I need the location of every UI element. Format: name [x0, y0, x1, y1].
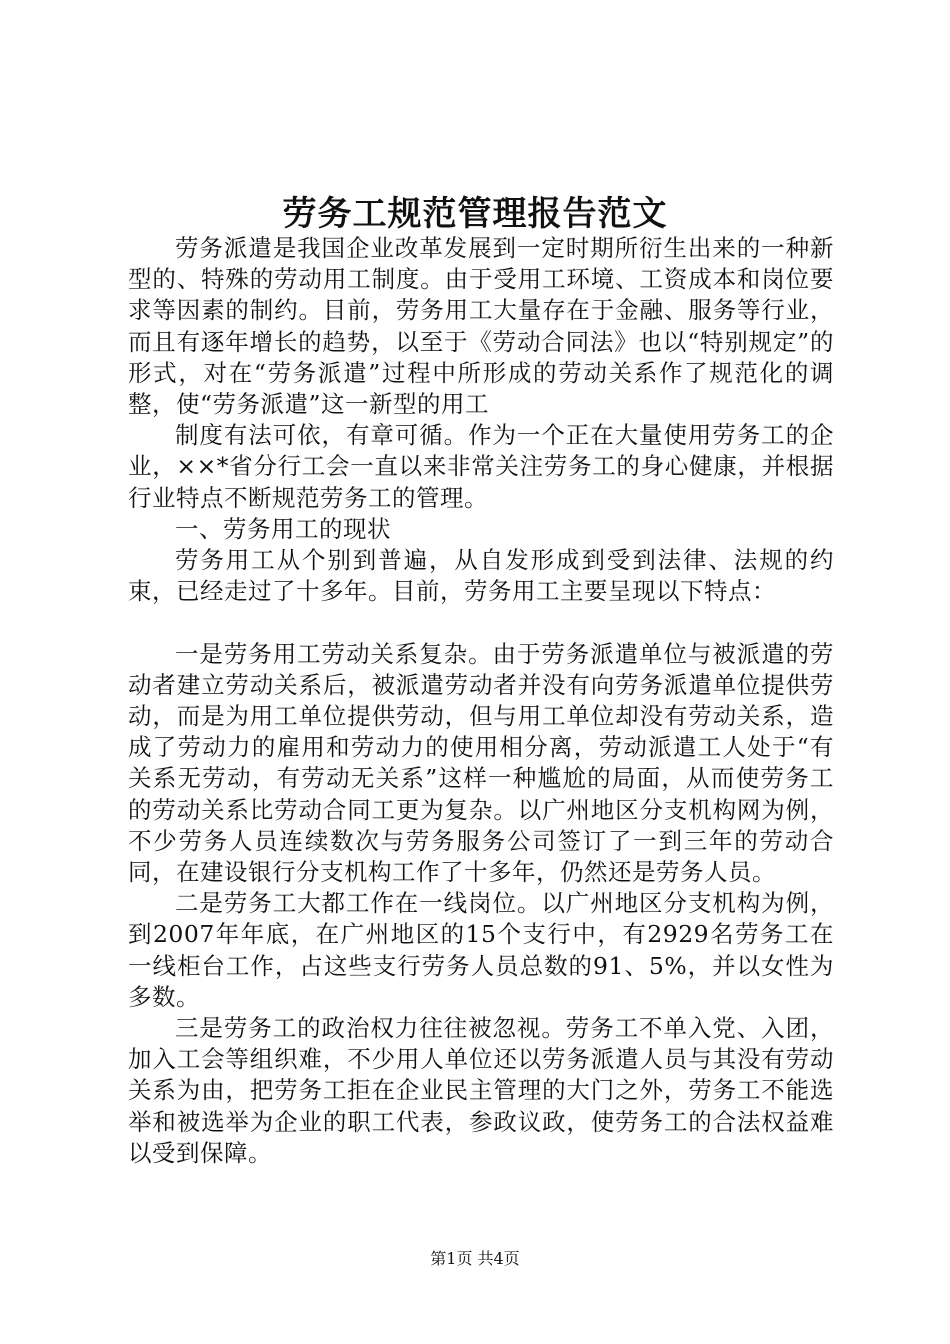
- section-heading: 一、劳务用工的现状: [175, 514, 391, 543]
- paragraph-intro-continued: 制度有法可依，有章可循。作为一个正在大量使用劳务工的企业，××*省分行工会一直以来非常关注劳务工的身心健康，并根据行业特点不断规范劳务工的管理。: [128, 421, 834, 512]
- paragraph-point-two: 二是劳务工大都工作在一线岗位。以广州地区分支机构为例，到2007年年底，在广州地区的15个支行中，有2929名劳务工在一线柜台工作，占这些支行劳务人员总数的91、5%，并以女性为多数。: [128, 889, 834, 1011]
- paragraph-status: 劳务用工从个别到普遍，从自发形成到受到法律、法规的约束，已经走过了十多年。目前，劳务用工主要呈现以下特点：: [128, 546, 834, 606]
- document-body: [128, 233, 834, 1169]
- blank-line: [128, 607, 834, 638]
- page-footer: 第1页 共4页: [430, 1249, 520, 1268]
- document-title: 劳务工规范管理报告范文: [282, 194, 668, 234]
- paragraph-point-three: 三是劳务工的政治权力往往被忽视。劳务工不单入党、入团，加入工会等组织难，不少用人单位还以劳务派遣人员与其没有劳动关系为由，把劳务工拒在企业民主管理的大门之外，劳务工不能选举和被选举为企业的职工代表，参政议政，使劳务工的合法权益难以受到保障。: [128, 1014, 834, 1167]
- paragraph-intro: 劳务派遣是我国企业改革发展到一定时期所衍生出来的一种新型的、特殊的劳动用工制度。由于受用工环境、工资成本和岗位要求等因素的制约。目前，劳务用工大量存在于金融、服务等行业，而且有逐年增长的趋势，以至于《劳动合同法》也以“特别规定”的形式，对在“劳务派遣”过程中所形成的劳动关系作了规范化的调整，使“劳务派遣”这一新型的用工: [128, 234, 834, 419]
- paragraph-point-one: 一是劳务用工劳动关系复杂。由于劳务派遣单位与被派遣的劳动者建立劳动关系后，被派遣劳动者并没有向劳务派遣单位提供劳动，而是为用工单位提供劳动，但与用工单位却没有劳动关系，造成了劳动力的雇用和劳动力的使用相分离，劳动派遣工人处于“有关系无劳动，有劳动无关系”这样一种尴尬的局面，从而使劳务工的劳动关系比劳动合同工更为复杂。以广州地区分支机构网为例，不少劳务人员连续数次与劳务服务公司签订了一到三年的劳动合同，在建设银行分支机构工作了十多年，仍然还是劳务人员。: [128, 639, 834, 887]
